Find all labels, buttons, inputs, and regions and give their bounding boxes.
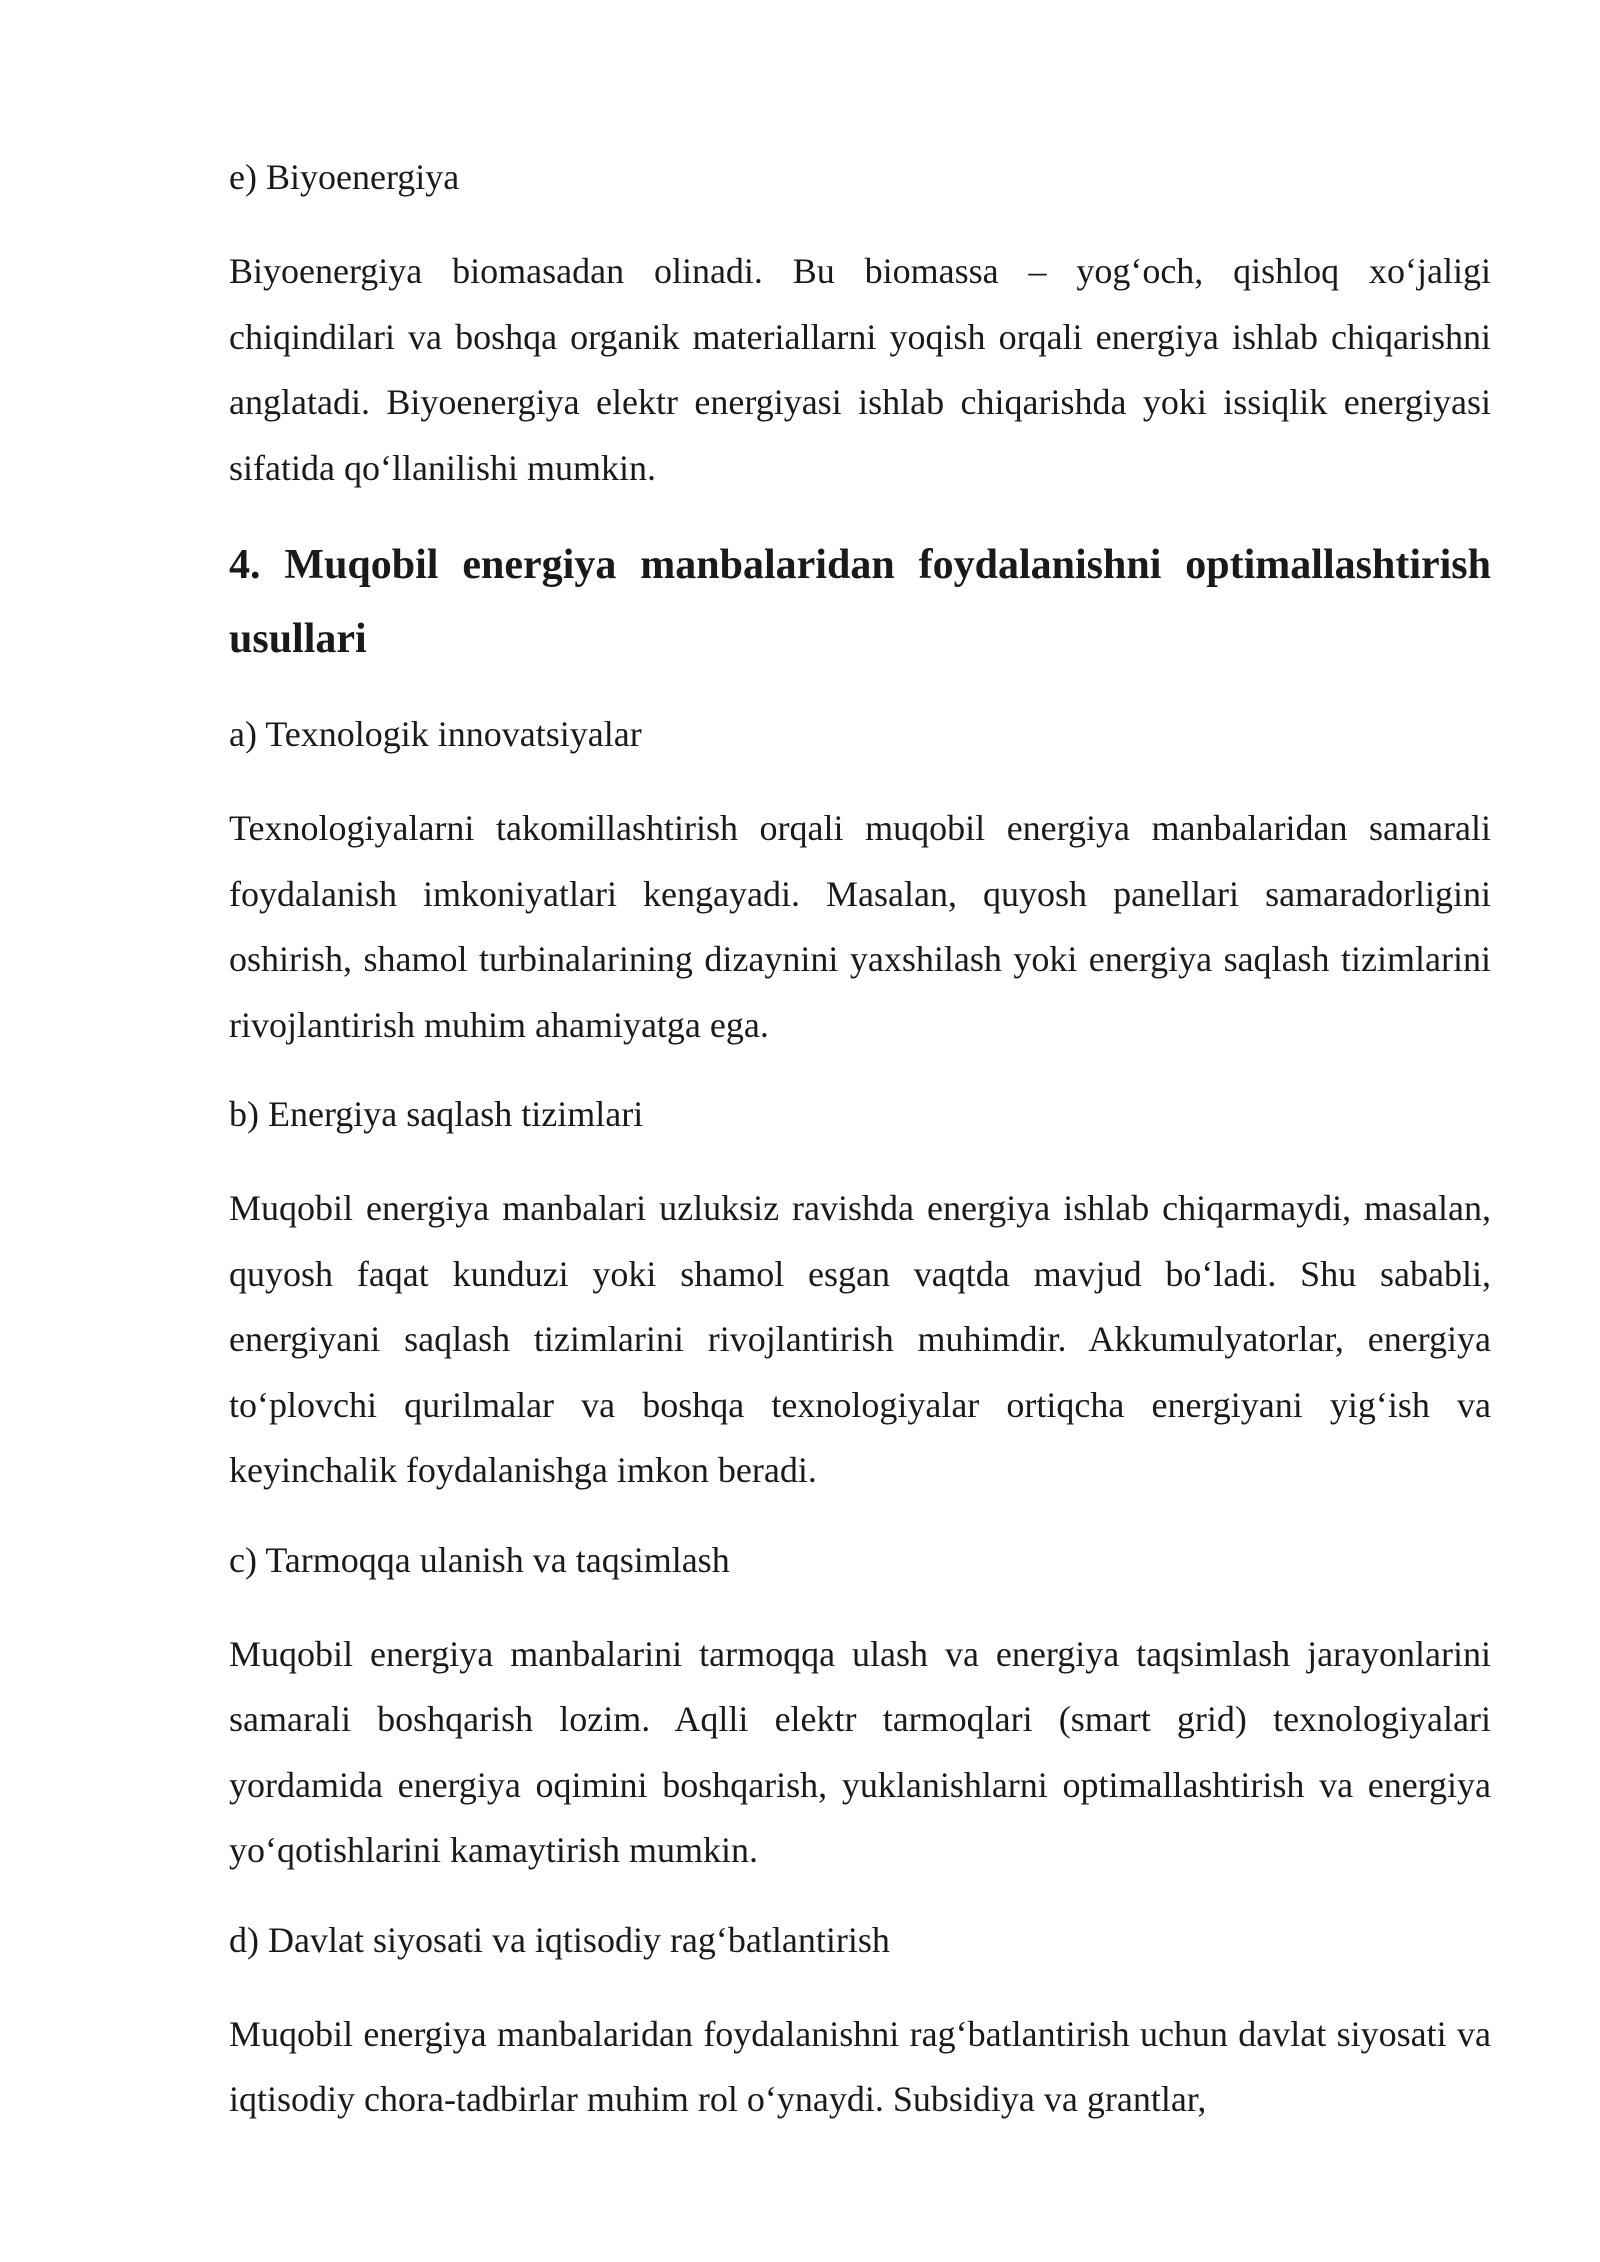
paragraph-tech-innovations: Texnologiyalarni takomillashtirish orqali muqobil energiya manbalaridan samarali foydalanish imkoniyatlari kengayadi. Masalan, quyosh panellari samaradorligini oshirish, shamol turbinalarining dizaynini yaxshilash yoki energiya saqlash tizimlarini rivojlantirish muhim ahamiyatga ega.: [229, 808, 1491, 1045]
subsection-title-grid-distribution: c) Tarmoqqa ulanish va taqsimlash: [229, 1539, 730, 1580]
section-heading-4: 4. Muqobil energiya manbalaridan foydalanishni optimallashtirish usullari: [229, 542, 1491, 662]
subsection-title-energy-storage: b) Energiya saqlash tizimlari: [229, 1094, 644, 1134]
subsection-title-state-policy: d) Davlat siyosati va iqtisodiy rag‘batlantirish: [229, 1919, 890, 1960]
subsection-title-bioenergy: e) Biyoenergiya: [229, 157, 460, 197]
paragraph-energy-storage: Muqobil energiya manbalari uzluksiz ravishda energiya ishlab chiqarmaydi, masalan, quyosh faqat kunduzi yoki shamol esgan vaqtda mavjud bo‘ladi. Shu sababli, energiyani saqlash tizimlarini rivojlantirish muhimdir. Akkumulyatorlar, energiya to‘plovchi qurilmalar va boshqa texnologiyalar ortiqcha energiyani yig‘ish va keyinchalik foydalanishga imkon beradi.: [229, 1188, 1491, 1490]
paragraph-bioenergy: Biyoenergiya biomasadan olinadi. Bu biomassa – yog‘och, qishloq xo‘jaligi chiqindilari va boshqa organik materiallarni yoqish orqali energiya ishlab chiqarishni anglatadi. Biyoenergiya elektr energiyasi ishlab chiqarishda yoki issiqlik energiyasi sifatida qo‘llanilishi mumkin.: [229, 251, 1491, 488]
paragraph-grid-distribution: Muqobil energiya manbalarini tarmoqqa ulash va energiya taqsimlash jarayonlarini samarali boshqarish lozim. Aqlli elektr tarmoqlari (smart grid) texnologiyalari yordamida energiya oqimini boshqarish, yuklanishlarni optimallashtirish va energiya yo‘qotishlarini kamaytirish mumkin.: [229, 1633, 1491, 1870]
paragraph-state-policy: Muqobil energiya manbalaridan foydalanishni rag‘batlantirish uchun davlat siyosati va iqtisodiy chora-tadbirlar muhim rol o‘ynaydi. Subsidiya va grantlar,: [229, 2013, 1491, 2119]
subsection-title-tech-innovations: a) Texnologik innovatsiyalar: [229, 714, 642, 754]
document-page: [229, 148, 1491, 2133]
